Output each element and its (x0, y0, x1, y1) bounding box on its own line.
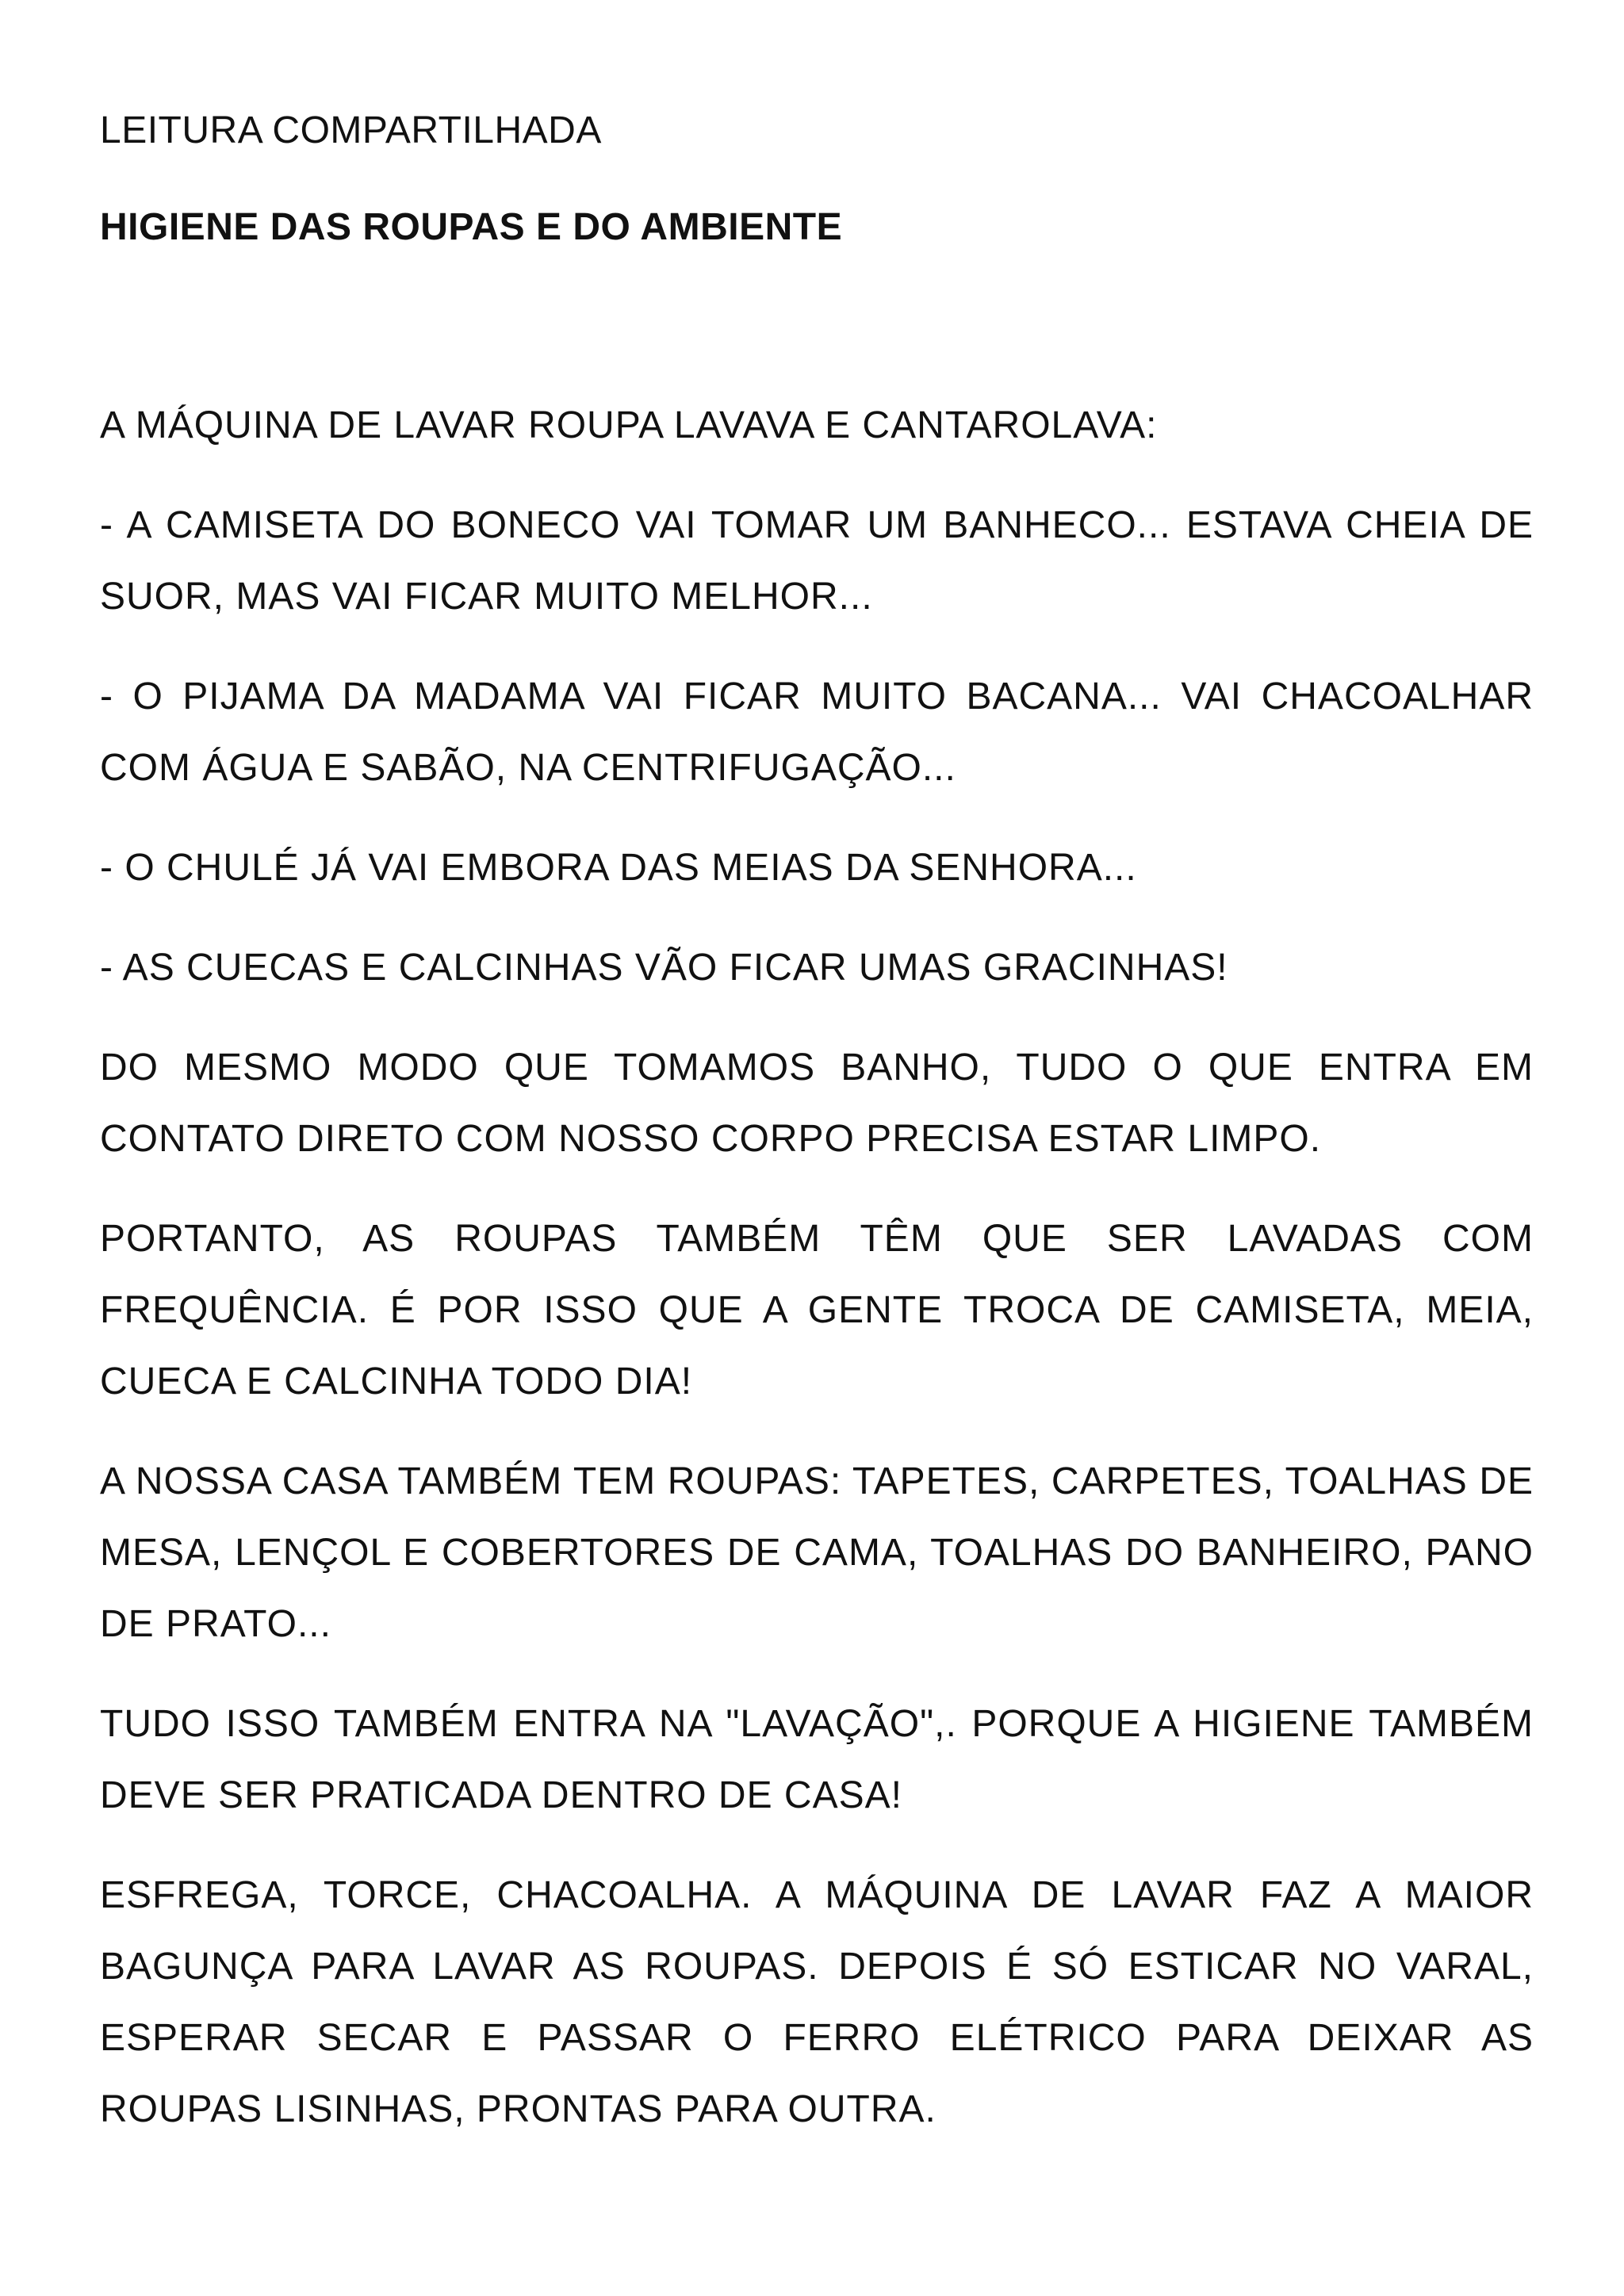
paragraph-pijama: - O PIJAMA DA MADAMA VAI FICAR MUITO BACANA... VAI CHACOALHAR COM ÁGUA E SABÃO, NA CENTRIFUGAÇÃO... (100, 675, 1534, 789)
document-page (100, 95, 1534, 2174)
paragraph-intro: A MÁQUINA DE LAVAR ROUPA LAVAVA E CANTAROLAVA: (100, 404, 1158, 446)
section-label: LEITURA COMPARTILHADA (100, 109, 602, 151)
paragraph-chule: - O CHULÉ JÁ VAI EMBORA DAS MEIAS DA SENHORA... (100, 847, 1137, 889)
paragraph-camiseta: - A CAMISETA DO BONECO VAI TOMAR UM BANHECO... ESTAVA CHEIA DE SUOR, MAS VAI FICAR MUITO MELHOR... (100, 504, 1534, 618)
document-title: HIGIENE DAS ROUPAS E DO AMBIENTE (100, 206, 843, 248)
paragraph-lavacao: TUDO ISSO TAMBÉM ENTRA NA "LAVAÇÃO",. PORQUE A HIGIENE TAMBÉM DEVE SER PRATICADA DENTRO DE CASA! (100, 1703, 1534, 1816)
paragraph-cuecas: - AS CUECAS E CALCINHAS VÃO FICAR UMAS GRACINHAS! (100, 947, 1228, 989)
paragraph-banho: DO MESMO MODO QUE TOMAMOS BANHO, TUDO O QUE ENTRA EM CONTATO DIRETO COM NOSSO CORPO PRECISA ESTAR LIMPO. (100, 1047, 1534, 1160)
paragraph-portanto: PORTANTO, AS ROUPAS TAMBÉM TÊM QUE SER LAVADAS COM FREQUÊNCIA. É POR ISSO QUE A GENTE TROCA DE CAMISETA, MEIA, CUECA E CALCINHA TODO DIA! (100, 1218, 1534, 1402)
paragraph-casa: A NOSSA CASA TAMBÉM TEM ROUPAS: TAPETES, CARPETES, TOALHAS DE MESA, LENÇOL E COBERTORES DE CAMA, TOALHAS DO BANHEIRO, PANO DE PRATO... (100, 1460, 1534, 1645)
paragraph-esfrega: ESFREGA, TORCE, CHACOALHA. A MÁQUINA DE LAVAR FAZ A MAIOR BAGUNÇA PARA LAVAR AS ROUPAS. DEPOIS É SÓ ESTICAR NO VARAL, ESPERAR SECAR E PASSAR O FERRO ELÉTRICO PARA DEIXAR AS ROUPAS LISINHAS, PRONTAS PARA OUTRA. (100, 1874, 1534, 2130)
document-body (100, 390, 1534, 2145)
